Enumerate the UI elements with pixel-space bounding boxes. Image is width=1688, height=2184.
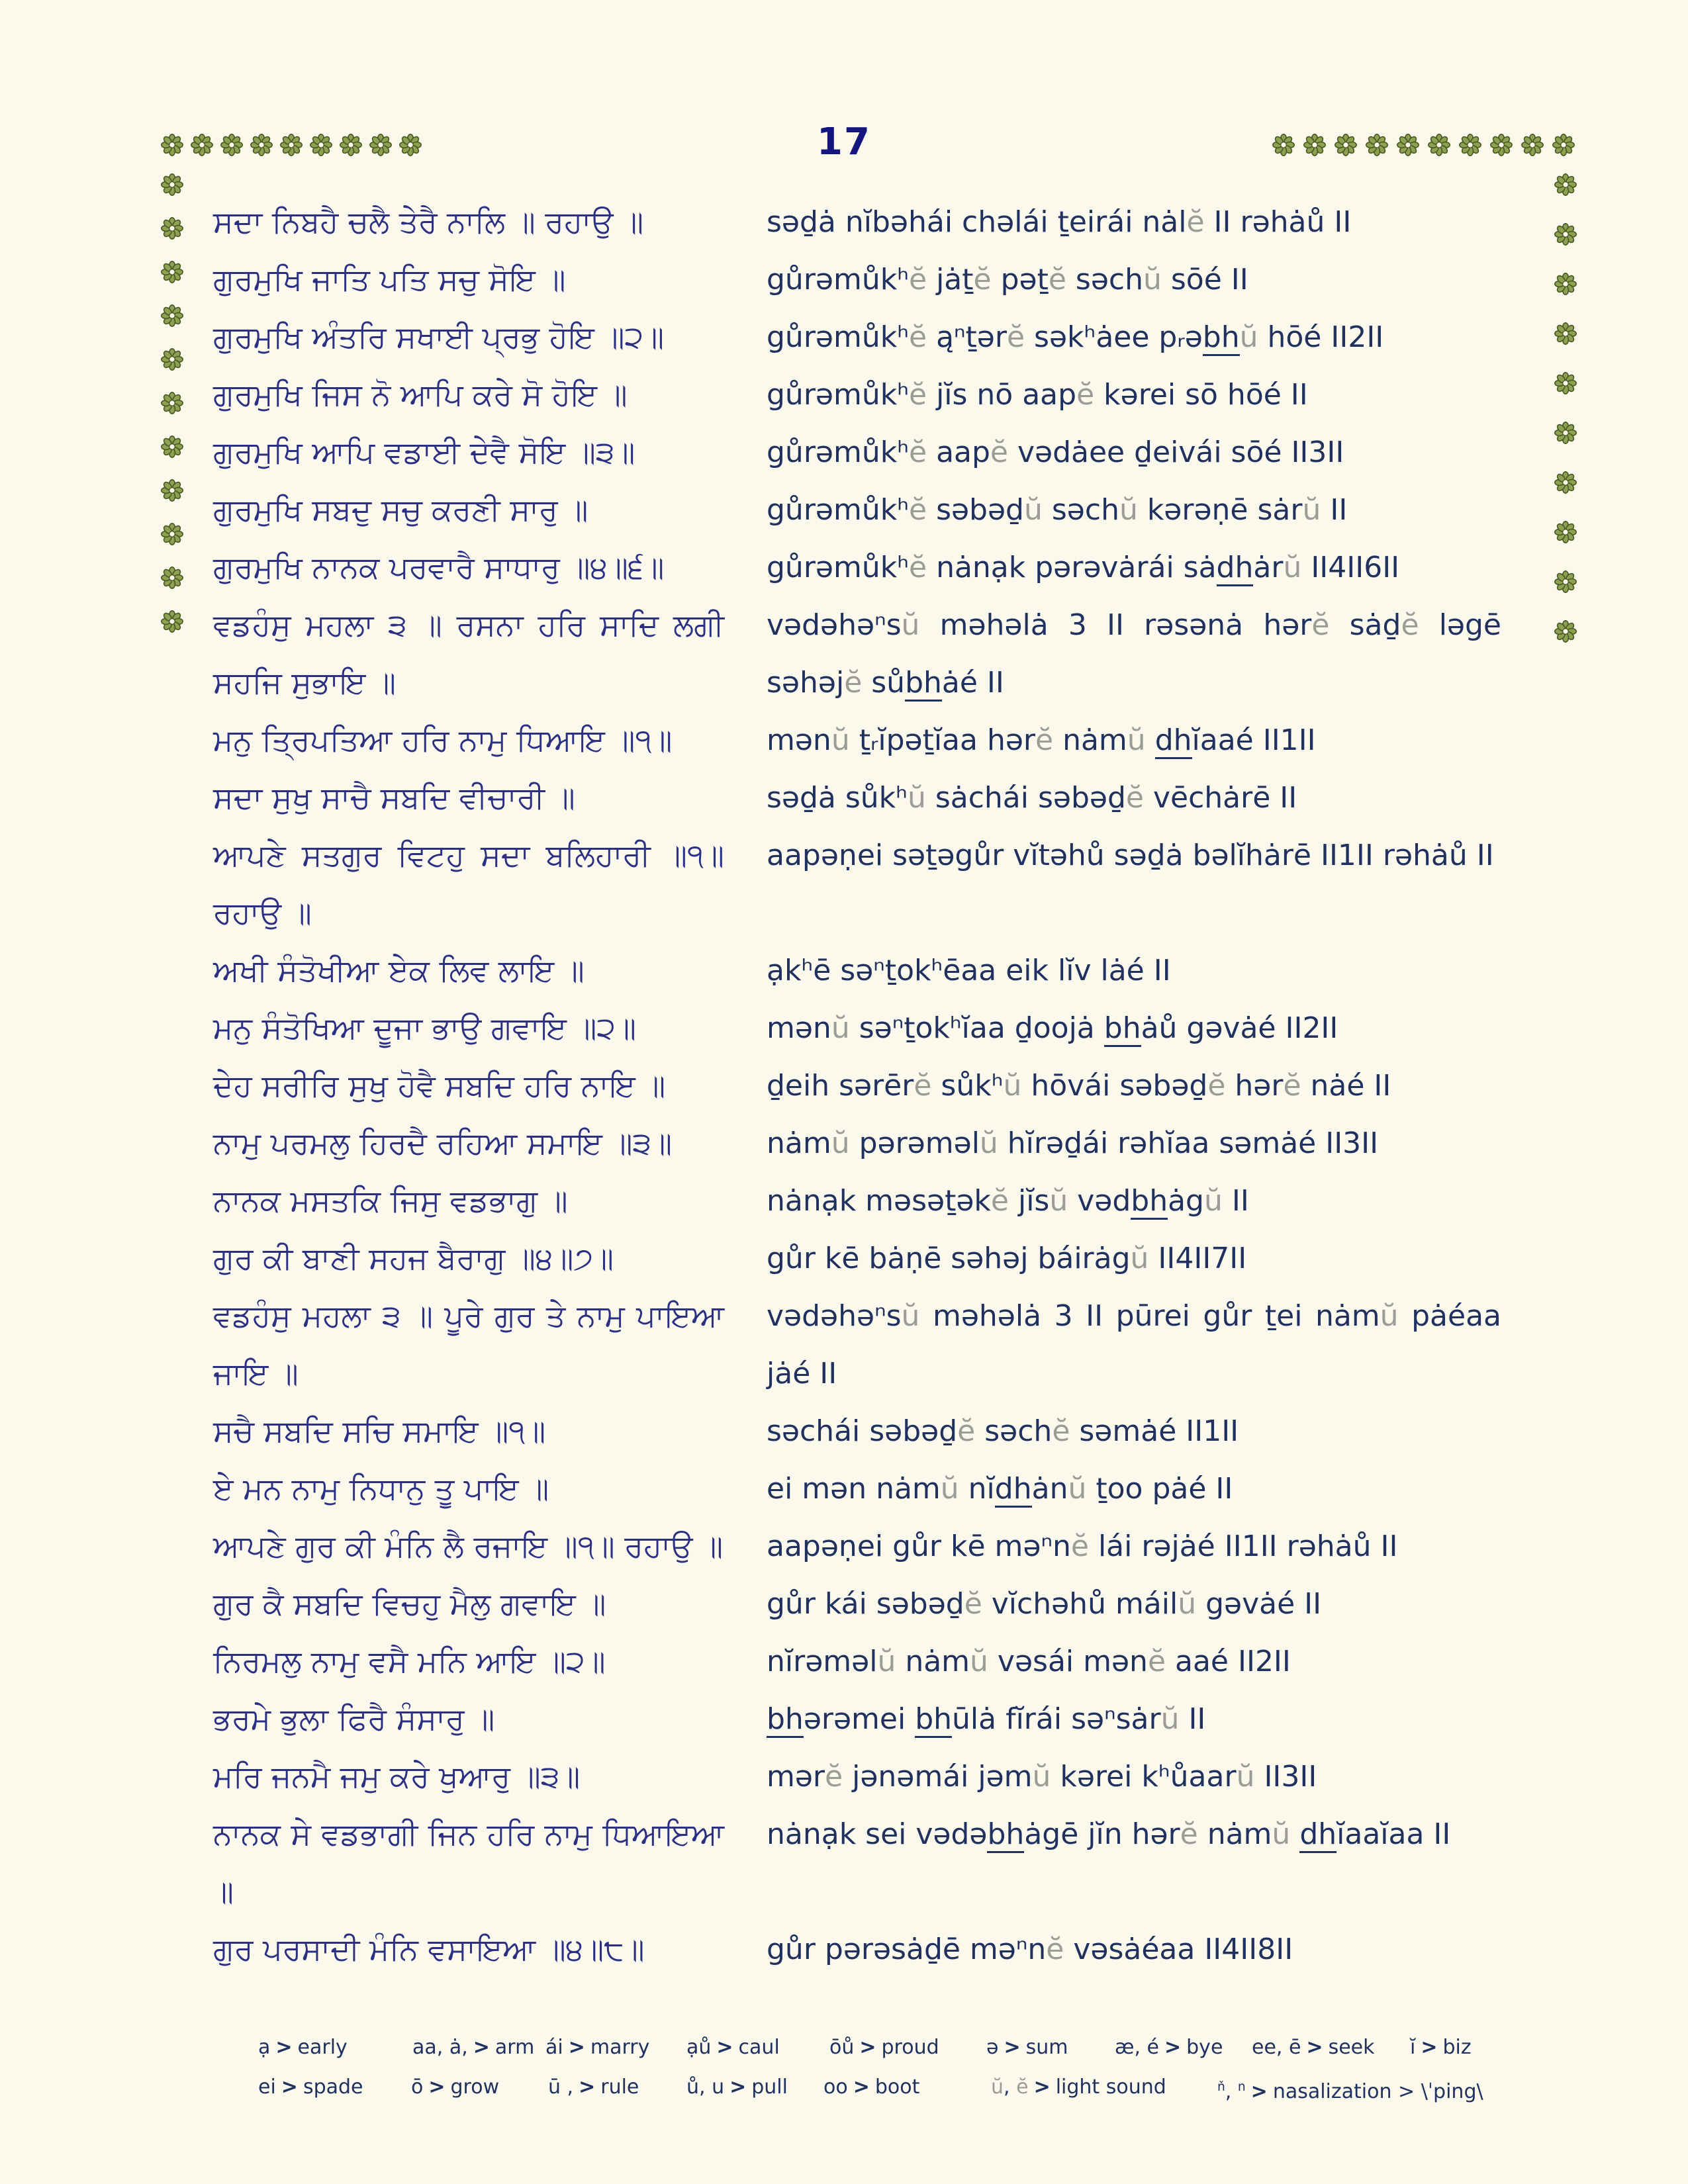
flower-border-top-right: [1272, 134, 1575, 156]
legend-item: [986, 2036, 1068, 2060]
legend-sound: seek: [1328, 2036, 1375, 2059]
legend-sound: spade: [303, 2075, 363, 2099]
verse-row: [213, 1460, 1515, 1518]
verse-row: [213, 193, 1515, 251]
flower-icon: [1428, 134, 1450, 156]
legend-separator: >: [859, 2036, 876, 2059]
legend-sound: nasalization > \ˈping\: [1272, 2080, 1483, 2103]
flower-icon: [161, 435, 183, 458]
transliteration-text: bhərəmei bhūlȧ fĭrái səⁿsȧrŭ II: [767, 1690, 1501, 1748]
transliteration-text: mənŭ ṯᵣĭpəṯĭaa hərĕ nȧmŭ dhĭaaé II1II: [767, 711, 1501, 769]
gurmukhi-text: ਵਡਹੰਸੁ ਮਹਲਾ ੩ ॥ ਰਸਨਾ ਹਰਿ ਸਾਦਿ ਲਗੀ ਸਹਜਿ ਸੁਭਾਇ ॥: [213, 607, 724, 700]
legend-symbol: oo: [823, 2075, 848, 2099]
legend-separator: >: [275, 2036, 293, 2059]
transliteration-text: mərĕ jənəmái jəmŭ kərei kʰůaarŭ II3II: [767, 1760, 1317, 1794]
flower-icon: [1554, 173, 1577, 196]
legend-symbol: aa, ȧ,: [412, 2036, 468, 2059]
flower-icon: [310, 134, 332, 156]
gurmukhi-text: ਮਨੁ ਸੰਤੋਖਿਆ ਦੂਜਾ ਭਾਉ ਗਵਾਇ ॥੨॥: [213, 1010, 637, 1046]
verse-row: [213, 251, 1515, 308]
transliteration-text: gůrəmůkʰĕ ąⁿṯərĕ səkʰȧee pᵣəbhŭ hōé II2II: [767, 308, 1501, 366]
legend-sound: grow: [450, 2075, 500, 2099]
flower-icon: [1554, 570, 1577, 593]
verse-row: [213, 1402, 1515, 1460]
legend-item: [545, 2036, 649, 2060]
verse-row: [213, 942, 1515, 999]
legend-symbol: ə: [986, 2036, 999, 2059]
legend-sound: marry: [590, 2036, 650, 2059]
legend-separator: >: [568, 2036, 585, 2059]
gurmukhi-text: ਗੁਰਮੁਖਿ ਆਪਿ ਵਡਾਈ ਦੇਵੈ ਸੋਇ ॥੩॥: [213, 434, 635, 470]
transliteration-text: gůr kē bȧṇē səhəj báirȧgŭ II4II7II: [767, 1242, 1247, 1275]
legend-symbol: $^ň$, $^n$: [1217, 2080, 1246, 2103]
legend-item: [258, 2075, 363, 2099]
legend-separator: >: [1306, 2036, 1323, 2059]
verse-row: [213, 1057, 1515, 1115]
flower-icon: [191, 134, 213, 156]
flower-border-top-left: [161, 134, 422, 156]
legend-item: [411, 2075, 499, 2099]
gurmukhi-text: ਨਿਰਮਲੁ ਨਾਮੁ ਵਸੈ ਮਨਿ ਆਇ ॥੨॥: [213, 1643, 606, 1679]
legend-sound: boot: [874, 2075, 920, 2099]
flower-icon: [1552, 134, 1575, 156]
legend-separator: >: [1004, 2036, 1021, 2059]
legend-separator: >: [428, 2075, 445, 2099]
gurmukhi-text: ਗੁਰਮੁਖਿ ਜਾਤਿ ਪਤਿ ਸਚੁ ਸੋਇ ॥: [213, 261, 566, 297]
legend-symbol: ạ: [258, 2036, 271, 2059]
transliteration-text: gůrəmůkʰĕ jĭs nō aapĕ kərei sō hōé II: [767, 378, 1308, 412]
legend-item: [258, 2036, 348, 2060]
flower-icon: [1554, 471, 1577, 494]
legend-symbol: ů, u: [686, 2075, 725, 2099]
verse-row: [213, 1172, 1515, 1230]
legend-sound: light sound: [1055, 2075, 1166, 2099]
flower-icon: [280, 134, 303, 156]
transliteration-text: gůr kái səbəḏĕ vĭchəhů máilŭ gəvȧé II: [767, 1587, 1322, 1621]
flower-icon: [1554, 322, 1577, 345]
legend-sound: rule: [600, 2075, 639, 2099]
gurmukhi-text: ਦੇਹ ਸਰੀਰਿ ਸੁਖੁ ਹੋਵੈ ਸਬਦਿ ਹਰਿ ਨਾਇ ॥: [213, 1068, 666, 1103]
transliteration-text: vədəhəⁿsŭ məhəlȧ 3 II pūrei gůr ṯei nȧmŭ pȧéaa jȧé II: [767, 1299, 1501, 1390]
transliteration-text: vədəhəⁿsŭ məhəlȧ 3 II rəsənȧ hərĕ sȧḏĕ ləgē səhəjĕ sůbhȧé II: [767, 596, 1501, 711]
gurmukhi-text: ਆਪਣੇ ਸਤਗੁਰ ਵਿਟਹੁ ਸਦਾ ਬਲਿਹਾਰੀ ॥੧॥ ਰਹਾਉ ॥: [213, 837, 724, 931]
flower-icon: [1554, 620, 1577, 643]
legend-item: [1410, 2036, 1472, 2060]
flower-icon: [1459, 134, 1481, 156]
gurmukhi-text: ਏ ਮਨ ਨਾਮੁ ਨਿਧਾਨੁ ਤੂ ਪਾਇ ॥: [213, 1471, 549, 1506]
gurmukhi-text: ਗੁਰ ਕੀ ਬਾਣੀ ਸਹਜ ਬੈਰਾਗੁ ॥੪॥੭॥: [213, 1240, 614, 1276]
legend-separator: >: [1164, 2036, 1182, 2059]
legend-symbol: ū ,: [548, 2075, 574, 2099]
flower-icon: [1521, 134, 1544, 156]
gurmukhi-text: ਸਦਾ ਨਿਬਹੈ ਚਲੈ ਤੇਰੈ ਨਾਲਿ ॥ ਰਹਾਉ ॥: [213, 204, 644, 240]
gurmukhi-text: ਮਨੁ ਤ੍ਰਿਪਤਿਆ ਹਰਿ ਨਾਮੁ ਧਿਆਇ ॥੧॥: [213, 722, 673, 758]
verse-row: [213, 366, 1515, 424]
verse-row: [213, 1690, 1515, 1748]
transliteration-text: nĭrəməlŭ nȧmŭ vəsái mənĕ aaé II2II: [767, 1645, 1291, 1678]
transliteration-text: gůrəmůkʰĕ nȧnạk pərəvȧrái sȧdhȧrŭ II4II6II: [767, 539, 1501, 596]
verse-row: [213, 999, 1515, 1057]
legend-symbol: ŭ, ĕ: [991, 2075, 1029, 2099]
flower-icon: [1554, 372, 1577, 394]
transliteration-text: səchái səbəḏĕ səchĕ səmȧé II1II: [767, 1414, 1239, 1448]
flower-icon: [1272, 134, 1295, 156]
gurmukhi-text: ਮਰਿ ਜਨਮੈ ਜਮੁ ਕਰੇ ਖੁਆਰੁ ॥੩॥: [213, 1758, 581, 1794]
verse-row: [213, 1748, 1515, 1805]
legend-separator: >: [281, 2075, 298, 2099]
legend-sound: biz: [1442, 2036, 1472, 2059]
verse-row: [213, 711, 1515, 769]
flower-icon: [1366, 134, 1388, 156]
verse-row: [213, 1115, 1515, 1172]
transliteration-text: nȧnạk məsəṯəkĕ jĭsŭ vədbhȧgŭ II: [767, 1172, 1501, 1230]
flower-icon: [161, 134, 183, 156]
gurmukhi-text: ਗੁਰ ਕੈ ਸਬਦਿ ਵਿਚਹੁ ਮੈਲੁ ਗਵਾਇ ॥: [213, 1586, 606, 1621]
legend-sound: proud: [881, 2036, 939, 2059]
transliteration-text: gůrəmůkʰĕ jȧṯĕ pəṯĕ səchŭ sōé II: [767, 263, 1248, 296]
verse-row: [213, 1575, 1515, 1633]
gurmukhi-text: ਗੁਰਮੁਖਿ ਜਿਸ ਨੋ ਆਪਿ ਕਰੇ ਸੋ ਹੋਇ ॥: [213, 377, 628, 412]
flower-icon: [161, 567, 183, 589]
legend-symbol: ōů: [829, 2036, 855, 2059]
flower-icon: [161, 523, 183, 545]
page-number: 17: [817, 120, 871, 163]
legend-sound: sum: [1025, 2036, 1068, 2059]
legend-item: [1252, 2036, 1375, 2060]
flower-icon: [399, 134, 422, 156]
flower-icon: [161, 304, 183, 327]
legend-symbol: ō: [411, 2075, 424, 2099]
flower-icon: [161, 217, 183, 240]
transliteration-text: gůr pərəsȧḏē məⁿnĕ vəsȧéaa II4II8II: [767, 1933, 1293, 1966]
gurmukhi-text: ਗੁਰਮੁਖਿ ਸਬਦੁ ਸਚੁ ਕਰਣੀ ਸਾਰੁ ॥: [213, 492, 588, 527]
verse-row: [213, 1518, 1515, 1575]
legend-sound: early: [297, 2036, 348, 2059]
flower-icon: [1554, 223, 1577, 246]
legend-symbol: ái: [545, 2036, 563, 2059]
flower-border-left: [161, 173, 183, 633]
verse-row: [213, 769, 1515, 827]
legend-symbol: ĭ: [1410, 2036, 1416, 2059]
gurmukhi-text: ਭਰਮੇ ਭੁਲਾ ਫਿਰੈ ਸੰਸਾਰੁ ॥: [213, 1701, 495, 1737]
flower-icon: [1303, 134, 1326, 156]
gurmukhi-text: ਸਚੈ ਸਬਦਿ ਸਚਿ ਸਮਾਇ ॥੧॥: [213, 1413, 546, 1449]
legend-sound: pull: [751, 2075, 788, 2099]
flower-icon: [369, 134, 392, 156]
transliteration-text: ạkʰē səⁿṯokʰēaa eik lĭv lȧé II: [767, 954, 1171, 987]
legend-separator: >: [853, 2075, 870, 2099]
gurmukhi-text: ਸਦਾ ਸੁਖੁ ਸਾਚੈ ਸਬਦਿ ਵੀਚਾਰੀ ॥: [213, 780, 575, 815]
legend-symbol: ee, ē: [1252, 2036, 1301, 2059]
legend-separator: >: [716, 2036, 733, 2059]
gurmukhi-text: ਨਾਨਕ ਸੇ ਵਡਭਾਗੀ ਜਿਨ ਹਰਿ ਨਾਮੁ ਧਿਆਇਆ ॥: [213, 1816, 724, 1909]
flower-icon: [161, 392, 183, 414]
gurmukhi-text: ਗੁਰਮੁਖਿ ਅੰਤਰਿ ਸਖਾਈ ਪ੍ਰਭੁ ਹੋਇ ॥੨॥: [213, 319, 665, 355]
legend-symbol: ạů: [686, 2036, 712, 2059]
verse-row: [213, 424, 1515, 481]
transliteration-text: gůrəmůkʰĕ səbəḏŭ səchŭ kərəṇē sȧrŭ II: [767, 493, 1348, 527]
legend-sound: bye: [1186, 2036, 1223, 2059]
gurmukhi-text: ਨਾਮੁ ਪਰਮਲੁ ਹਿਰਦੈ ਰਹਿਆ ਸਮਾਇ ॥੩॥: [213, 1125, 673, 1161]
transliteration-text: aapəṇei səṯəgůr vĭtəhů səḏȧ bəlĭhȧrē II1II rəhȧů II: [767, 839, 1494, 872]
verse-row: [213, 1287, 1515, 1402]
verse-list: [213, 193, 1515, 1978]
transliteration-text: səḏȧ sůkʰŭ sȧchái səbəḏĕ vēchȧrē II: [767, 781, 1297, 815]
legend-item: [686, 2036, 780, 2060]
transliteration-text: gůrəmůkʰĕ aapĕ vədȧee ḏeivái sōé II3II: [767, 435, 1344, 469]
flower-icon: [161, 479, 183, 502]
transliteration-text: mənŭ səⁿṯokʰĭaa ḏoojȧ bhȧů gəvȧé II2II: [767, 999, 1501, 1057]
legend-separator: >: [1250, 2080, 1268, 2103]
flower-icon: [1397, 134, 1419, 156]
legend-separator: >: [473, 2036, 490, 2059]
flower-icon: [250, 134, 273, 156]
flower-icon: [161, 261, 183, 283]
legend-separator: >: [1421, 2036, 1438, 2059]
legend-item: [412, 2036, 534, 2060]
verse-row: [213, 596, 1515, 711]
flower-icon: [1554, 273, 1577, 295]
flower-icon: [161, 610, 183, 633]
verse-row: [213, 308, 1515, 366]
gurmukhi-text: ਗੁਰ ਪਰਸਾਦੀ ਮੰਨਿ ਵਸਾਇਆ ॥੪॥੮॥: [213, 1931, 645, 1967]
legend-symbol: æ, é: [1115, 2036, 1159, 2059]
legend-symbol: ei: [258, 2075, 276, 2099]
gurmukhi-text: ਅਖੀ ਸੰਤੋਖੀਆ ਏਕ ਲਿਵ ਲਾਇ ॥: [213, 952, 585, 988]
verse-row: [213, 827, 1515, 942]
transliteration-text: ei mən nȧmŭ nĭdhȧnŭ ṯoo pȧé II: [767, 1460, 1501, 1518]
legend-item: [548, 2075, 639, 2099]
transliteration-text: nȧnạk sei vədəbhȧgē jĭn hərĕ nȧmŭ dhĭaaĭaa II: [767, 1805, 1501, 1863]
flower-icon: [340, 134, 362, 156]
verse-row: [213, 1921, 1515, 1978]
transliteration-text: aapəṇei gůr kē məⁿnĕ lái rəjȧé II1II rəhȧů II: [767, 1529, 1398, 1563]
flower-icon: [1335, 134, 1357, 156]
flower-icon: [220, 134, 243, 156]
legend-item: [829, 2036, 939, 2060]
gurmukhi-text: ਨਾਨਕ ਮਸਤਕਿ ਜਿਸੁ ਵਡਭਾਗੁ ॥: [213, 1183, 568, 1218]
transliteration-text: nȧmŭ pərəməlŭ hĭrəḏái rəhĭaa səmȧé II3II: [767, 1126, 1379, 1160]
legend-separator: >: [729, 2075, 747, 2099]
legend-item: [1115, 2036, 1223, 2060]
legend-item: [686, 2075, 788, 2099]
verse-row: [213, 481, 1515, 539]
transliteration-text: ḏeih sərērĕ sůkʰŭ hōvái səbəḏĕ hərĕ nȧé II: [767, 1069, 1391, 1103]
flower-icon: [1490, 134, 1513, 156]
flower-icon: [1554, 422, 1577, 444]
gurmukhi-text: ਆਪਣੇ ਗੁਰ ਕੀ ਮੰਨਿ ਲੈ ਰਜਾਇ ॥੧॥ ਰਹਾਉ ॥: [213, 1528, 724, 1564]
verse-row: [213, 1633, 1515, 1690]
verse-row: [213, 1230, 1515, 1287]
legend-item: [823, 2075, 919, 2099]
legend-item: [991, 2075, 1166, 2099]
legend-sound: arm: [494, 2036, 535, 2059]
legend-item: [1217, 2075, 1483, 2104]
gurmukhi-text: ਵਡਹੰਸੁ ਮਹਲਾ ੩ ॥ ਪੂਰੇ ਗੁਰ ਤੇ ਨਾਮੁ ਪਾਇਆ ਜਾਇ ॥: [213, 1298, 724, 1391]
legend-separator: >: [1033, 2075, 1051, 2099]
flower-icon: [161, 173, 183, 196]
transliteration-text: səḏȧ nĭbəhái chəlái ṯeirái nȧlĕ II rəhȧů II: [767, 205, 1352, 239]
gurmukhi-text: ਗੁਰਮੁਖਿ ਨਾਨਕ ਪਰਵਾਰੈ ਸਾਧਾਰੁ ॥੪॥੬॥: [213, 549, 665, 585]
flower-border-right: [1554, 173, 1577, 643]
legend-sound: caul: [738, 2036, 780, 2059]
flower-icon: [161, 348, 183, 371]
flower-icon: [1554, 521, 1577, 543]
legend-separator: >: [579, 2075, 596, 2099]
verse-row: [213, 1805, 1515, 1921]
verse-row: [213, 539, 1515, 596]
